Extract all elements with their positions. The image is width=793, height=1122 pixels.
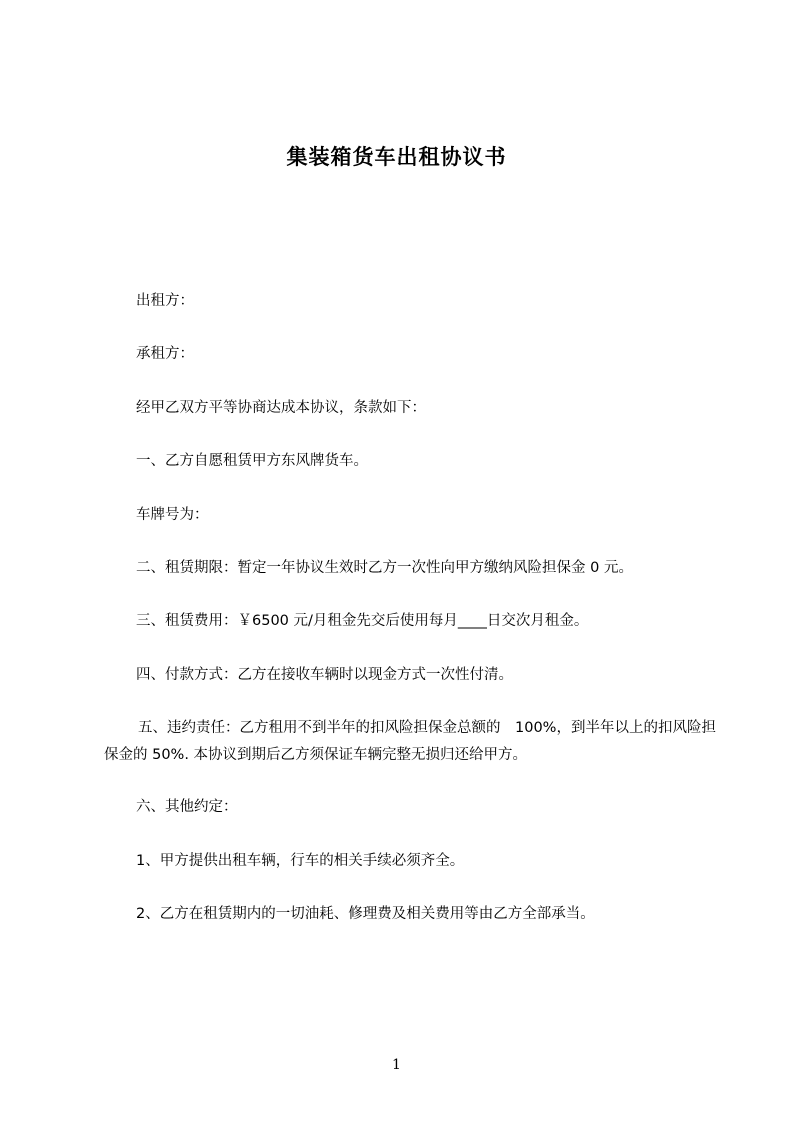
agreement-intro: 经甲乙双方平等协商达成本协议，条款如下： xyxy=(136,400,426,416)
document-title: 集装箱货车出租协议书 xyxy=(286,145,507,169)
clause-2-lease-term: 二、租赁期限：暂定一年协议生效时乙方一次性向甲方缴纳风险担保金 0 元。 xyxy=(136,560,633,576)
clause-1: 一、乙方自愿租赁甲方东风牌货车。 xyxy=(136,453,368,469)
clause-6-other: 六、其他约定： xyxy=(136,799,238,815)
lessor-line: 出租方： xyxy=(136,293,194,309)
clause-5-text: 五、违约责任：乙方租用不到半年的扣风险担保金总额的 100%，到半年以上的扣风险担保金的 50%. 本协议到期后乙方须保证车辆完整无损归还给甲方。 xyxy=(104,720,716,763)
lessee-line: 承租方： xyxy=(136,346,194,362)
plate-number-line: 车牌号为： xyxy=(136,507,209,523)
clause-6-item-1: 1、甲方提供出租车辆，行车的相关手续必须齐全。 xyxy=(136,853,465,869)
clause-4-payment: 四、付款方式：乙方在接收车辆时以现金方式一次性付清。 xyxy=(136,667,513,683)
clause-3-rent: 三、租赁费用：￥6500 元/月租金先交后使用每月____日交次月租金。 xyxy=(136,613,589,629)
clause-5-liability xyxy=(104,715,716,769)
page-number: 1 xyxy=(392,1057,401,1073)
clause-6-item-2: 2、乙方在租赁期内的一切油耗、修理费及相关费用等由乙方全部承当。 xyxy=(136,906,595,922)
